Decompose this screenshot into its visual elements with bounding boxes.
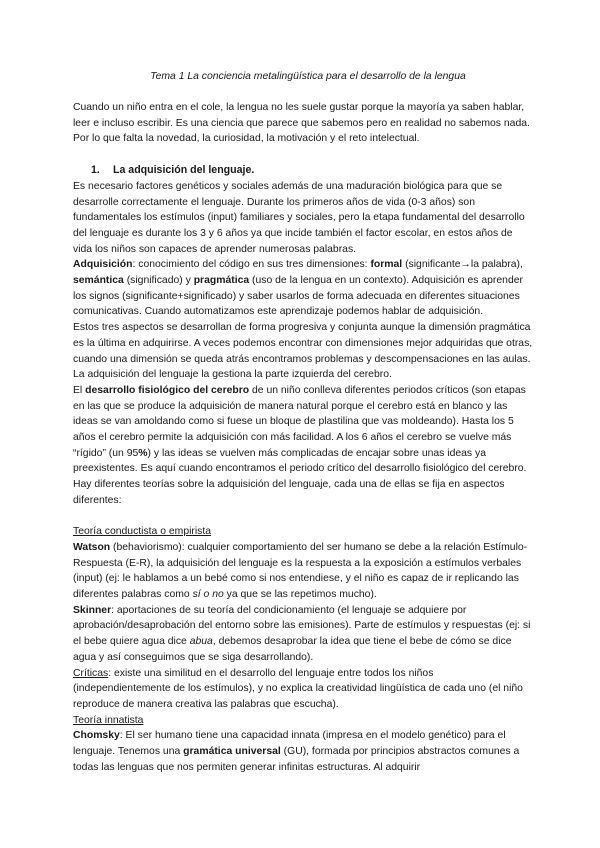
- document-title: Tema 1 La conciencia metalingüística para el desarrollo de la lengua: [150, 71, 466, 82]
- section-heading: [91, 163, 533, 179]
- term-watson: Watson: [73, 541, 111, 553]
- heading-innatista: Teoría innatista: [73, 714, 144, 726]
- term-desarrollo-cerebro: desarrollo fisiológico del cerebro: [85, 384, 250, 396]
- paragraph-adquisicion: Adquisición: conocimiento del código en sus tres dimensiones: formal (significante→la palabra), semántica (significado) y pragmática (uso de la lengua en un contexto). Adquisición es aprender los signos (significante+significado) y saber usarlos de forma adecuada en diferentes situaciones comunicativas. Cuando automatizamos este aprendizaje podemos hablar de adquisición.: [73, 259, 523, 318]
- paragraph-teorias: Hay diferentes teorías sobre la adquisición del lenguaje, cada una de ellas se fija en aspectos diferentes:: [73, 479, 505, 506]
- term-skinner: Skinner: [73, 604, 112, 616]
- term-pragmatica: pragmática: [193, 275, 250, 287]
- paragraph-cerebro: El desarrollo fisiológico del cerebro de un niño conlleva diferentes periodos críticos (son etapas en las que se produce la adquisición de manera natural porque el cerebro está en blanco y las ideas se van amoldando como si fuese un bloque de plastilina que vas moldeando). Hasta los 5 años el cerebro permite la adquisición con más facilidad. A los 6 años el cerebro se vuelve más “rígido” (un 95%) y las ideas se vuelven más complicadas de encajar sobre unas ideas ya preexistentes. Es aquí cuando encontramos el periodo crítico del desarrollo fisiológico del cerebro.: [73, 384, 527, 475]
- term-adquisicion: Adquisición: [73, 259, 133, 271]
- term-chomsky: Chomsky: [73, 730, 120, 742]
- blank-line: [73, 509, 533, 525]
- document-page: [73, 70, 533, 776]
- paragraph-criticas: Críticas: existe una similitud en el desarrollo del lenguaje entre todos los niños (independientemente de los estímulos), y no explica la creatividad lingüística de cada uno (el niño reproduce de manera creativa las palabras que escucha).: [73, 667, 523, 710]
- paragraph-dimensions: Estos tres aspectos se desarrollan de forma progresiva y conjunta aunque la dimensión pragmática es la última en adquirirse. A veces podemos encontrar con dimensiones mejor adquiridas que otras, cuando una dimensión se queda atrás encontramos problemas y descompensaciones en las aulas. La adquisición del lenguaje la gestiona la parte izquierda del cerebro.: [73, 322, 533, 381]
- paragraph-chomsky: Chomsky: El ser humano tiene una capacidad innata (impresa en el modelo genético) para el lenguaje. Tenemos una gramática universal (GU), formada por principios abstractos comunes a todas las lenguas que nos permiten generar infinitas estructuras. Al adquirir: [73, 730, 520, 773]
- section-title: La adquisición del lenguaje.: [113, 164, 255, 177]
- section-number: 1.: [91, 164, 100, 177]
- intro-paragraph: Cuando un niño entra en el cole, la lengua no les suele gustar porque la mayoría ya saben hablar, leer e incluso escribir. Es una ciencia que parece que sabemos pero en realidad no sabemos nada. Por lo que falta la novedad, la curiosidad, la motivación y el reto intelectual.: [73, 102, 530, 145]
- term-formal: formal: [370, 259, 403, 271]
- paragraph-factors: Es necesario factores genéticos y sociales además de una maduración biológica para que se desarrolle correctamente el lenguaje. Durante los primeros años de vida (0-3 años) son fundamentales los estímulos (input) familiares y sociales, pero la etapa fundamental del desarrollo del lenguaje es durante los 3 y 6 años ya que incide también el factor escolar, en estos años de vida los niños son capaces de aprender numerosas palabras.: [73, 180, 525, 255]
- term-criticas: Críticas: [73, 667, 109, 679]
- term-gramatica-universal: gramática universal: [183, 746, 281, 758]
- heading-conductista: Teoría conductista o empirista: [73, 526, 212, 538]
- paragraph-skinner: Skinner: aportaciones de su teoría del condicionamiento (el lenguaje se adquiere por aprobación/desaprobación del entorno sobre las emisiones). Parte de estímulos y respuestas (ej: si el bebe quiere agua dice abua, debemos desaprobar la idea que tiene el bebe de cómo se dice agua y así conseguimos que se siga desarrollando).: [73, 604, 531, 663]
- term-semantica: semántica: [73, 275, 124, 287]
- paragraph-watson: Watson (behaviorismo): cualquier comportamiento del ser humano se debe a la relación Estímulo-Respuesta (E-R), la adquisición del lenguaje es la respuesta a la exposición a estímulos verbales (input) (ej: le hablamos a un bebé como si nos entendiese, y el niño es capaz de ir replicando las diferentes palabras como sí o no ya que se las repetimos mucho).: [73, 541, 528, 601]
